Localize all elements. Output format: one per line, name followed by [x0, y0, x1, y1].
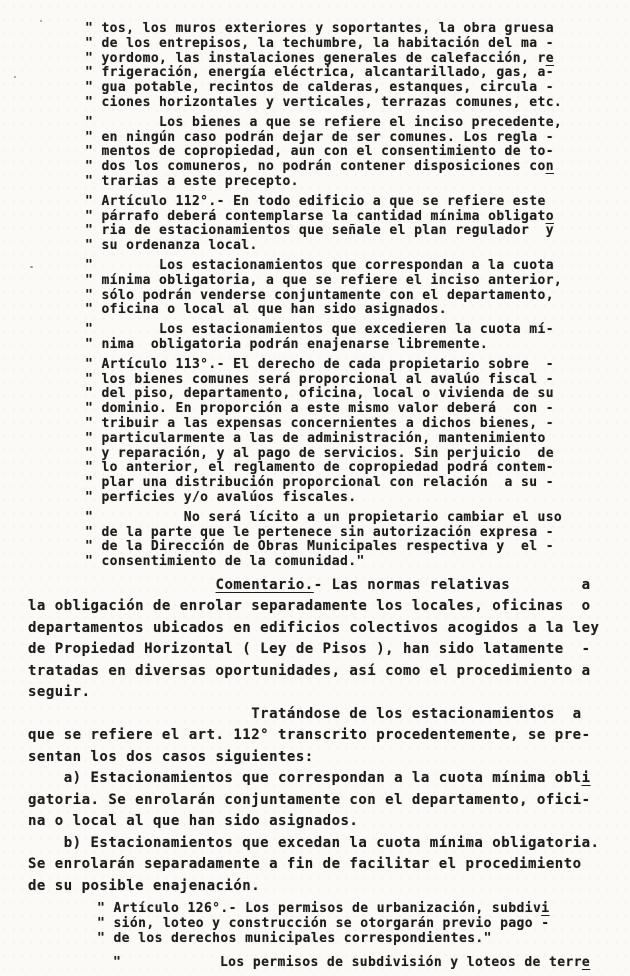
scan-artifact	[40, 20, 42, 22]
text-line	[85, 239, 630, 254]
text-segment: na o local al que han sido asignados.	[28, 813, 359, 830]
text-segment: " de los derechos municipales correspondientes."	[97, 930, 492, 946]
text-line	[85, 323, 630, 338]
text-line	[85, 160, 630, 175]
text-segment: " perficies y/o avalúos fiscales.	[85, 489, 357, 505]
text-line	[85, 274, 630, 289]
text-segment: " Los estacionamientos que correspondan a la cuota	[85, 257, 554, 273]
text-line	[28, 768, 630, 790]
text-line	[85, 476, 630, 491]
text-segment: " oficina o local al que han sido asignados.	[85, 302, 447, 318]
text-line	[28, 596, 630, 618]
commentary-paragraph	[0, 575, 630, 704]
text-segment: departamentos ubicados en edificios colectivos acogidos a la ley	[28, 619, 600, 636]
underlined-text-segment: e	[581, 954, 591, 970]
text-line	[85, 338, 630, 353]
document-content	[0, 22, 630, 971]
text-segment: a) Estacionamientos que correspondan a la cuota mínima obl	[28, 770, 582, 787]
text-segment: " su ordenanza local.	[85, 238, 258, 254]
text-line	[28, 833, 630, 855]
text-line	[85, 259, 630, 274]
text-line	[85, 511, 630, 526]
text-segment: " y reparación, y al pago de servicios. Sin perjuicio de	[85, 445, 554, 461]
text-line	[28, 790, 630, 812]
text-segment: " los bienes comunes será proporcional al avalúo fiscal -	[85, 371, 554, 387]
text-line	[97, 932, 630, 947]
text-line	[28, 661, 630, 683]
text-segment: " dominio. En proporción a este mismo valor deberá con -	[85, 401, 554, 417]
text-segment: " nima obligatoria podrán enajenarse libremente.	[85, 336, 489, 352]
text-segment: Se enrolarán separadamente a fin de facilitar el procedimiento	[28, 856, 582, 873]
text-segment: " Artículo 112°.- En todo edificio a que se refiere este	[85, 193, 546, 209]
text-segment: " mentos de copropiedad, aun con el consentimiento de to-	[85, 144, 554, 160]
text-segment: tratadas en diversas oportunidades, así como el procedimiento a	[28, 662, 591, 679]
text-segment: " Artículo 126°.- Los permisos de urbanización, subdiv	[97, 901, 542, 917]
text-line	[28, 725, 630, 747]
quoted-block-articulo-113	[0, 358, 630, 506]
case-b-paragraph	[0, 833, 630, 898]
text-line	[85, 37, 630, 52]
quoted-block-permisos-subdivision	[0, 956, 630, 971]
text-segment: " yordomo, las instalaciones generales de calefacción, r	[85, 50, 546, 66]
text-line	[85, 417, 630, 432]
text-segment: que se refiere el art. 112° transcrito procedentemente, se pre-	[28, 727, 591, 744]
case-a-paragraph	[0, 768, 630, 833]
text-line	[85, 22, 630, 37]
text-segment: " de la parte que le pertenece sin autorización expresa -	[85, 524, 554, 540]
text-line	[85, 402, 630, 417]
text-segment: de su posible enajenación.	[28, 877, 261, 894]
text-segment: " Los permisos de subdivisión y loteos de terr	[113, 954, 582, 970]
text-segment: " del piso, departamento, oficina, local o vivienda de su	[85, 386, 554, 402]
text-line	[85, 175, 630, 190]
text-segment: la obligación de enrolar separadamente los locales, oficinas o	[28, 598, 591, 615]
text-line	[85, 96, 630, 111]
text-line	[28, 704, 630, 726]
text-segment: Tratándose de los estacionamientos a	[28, 705, 582, 722]
tratandose-paragraph	[0, 704, 630, 769]
text-segment: " párrafo deberá contemplarse la cantidad mínima obligat	[85, 208, 546, 224]
text-segment: " lo anterior, el reglamento de copropiedad podrá contem-	[85, 460, 554, 476]
text-segment: " en ningún caso podrán dejar de ser comunes. Los regla -	[85, 129, 554, 145]
scan-artifact	[14, 76, 16, 78]
underlined-text-segment: n	[545, 159, 554, 175]
text-line	[97, 917, 630, 932]
text-line	[97, 902, 630, 917]
text-segment: " mínima obligatoria, a que se refiere el inciso anterior,	[85, 272, 563, 288]
text-segment: " Los bienes a que se refiere el inciso precedente,	[85, 114, 563, 130]
text-line	[85, 555, 630, 570]
text-line	[28, 854, 630, 876]
text-line	[85, 224, 630, 239]
underlined-text-segment: Comentario.	[215, 576, 314, 593]
quoted-block-bienes-inciso	[0, 116, 630, 190]
text-segment	[28, 577, 216, 593]
text-segment: " Los estacionamientos que excedieren la cuota mí-	[85, 322, 554, 338]
text-segment: " ciones horizontales y verticales, terrazas comunes, etc.	[85, 94, 563, 110]
text-line	[113, 956, 630, 971]
text-line	[85, 66, 630, 81]
text-segment: b) Estacionamientos que excedan la cuota mínima obligatoria.	[28, 834, 600, 851]
text-segment: " tribuir a las expensas concernientes a dichos bienes, -	[85, 415, 554, 431]
text-segment: " trarias a este precepto.	[85, 173, 299, 189]
text-segment: " consentimiento de la comunidad."	[85, 554, 365, 570]
underlined-text-segment: i	[581, 770, 591, 787]
text-line	[85, 303, 630, 318]
text-segment: " plar una distribución proporcional con relación a su -	[85, 475, 554, 491]
text-segment: " sólo podrán venderse conjuntamente con el departamento,	[85, 287, 554, 303]
text-line	[85, 387, 630, 402]
text-line	[85, 358, 630, 373]
text-line	[85, 461, 630, 476]
text-line	[28, 682, 630, 704]
text-segment: " tos, los muros exteriores y soportantes, la obra gruesa	[85, 21, 554, 36]
quoted-block-estacionamientos-excedieren	[0, 323, 630, 353]
text-segment: " ria de estacionamientos que señale el plan regulador y	[85, 223, 554, 239]
underlined-text-segment: o	[545, 208, 554, 224]
text-line	[28, 876, 630, 898]
text-line	[28, 618, 630, 640]
text-segment: sentan los dos casos siguientes:	[28, 748, 314, 765]
quoted-block-articulo-126	[0, 902, 630, 946]
text-segment: " dos los comuneros, no podrán contener disposiciones co	[85, 159, 546, 175]
quoted-block-no-sera-licito	[0, 511, 630, 570]
scan-artifact	[308, 960, 310, 963]
text-segment: " de la Dirección de Obras Municipales respectiva y el -	[85, 539, 554, 555]
text-segment: seguir.	[28, 684, 91, 701]
text-line	[28, 575, 630, 597]
text-segment: " particularmente a las de administración, mantenimiento	[85, 430, 546, 446]
text-segment: " Artículo 113°.- El derecho de cada propietario sobre -	[85, 356, 554, 372]
quoted-block-bienes-comunes	[0, 22, 630, 111]
underlined-text-segment: i	[541, 901, 550, 917]
text-segment: " frigeración, energía eléctrica, alcantarillado, gas, a-	[85, 65, 554, 81]
text-segment: " de los entrepisos, la techumbre, la habitación del ma -	[85, 35, 554, 51]
text-line	[85, 491, 630, 506]
underlined-text-segment: e	[545, 50, 554, 66]
text-line	[85, 432, 630, 447]
scan-artifact	[30, 266, 33, 268]
text-segment: de Propiedad Horizontal ( Ley de Pisos ), han sido latamente -	[28, 641, 591, 658]
text-segment: gatoria. Se enrolarán conjuntamente con el departamento, ofici-	[28, 791, 591, 808]
text-line	[85, 195, 630, 210]
text-line	[28, 747, 630, 769]
text-line	[85, 540, 630, 555]
text-segment: - Las normas relativas a	[313, 576, 591, 593]
text-line	[28, 639, 630, 661]
text-segment: " gua potable, recintos de calderas, estanques, circula -	[85, 80, 554, 96]
text-segment: " No será lícito a un propietario cambiar el uso	[85, 509, 563, 525]
text-line	[85, 116, 630, 131]
text-line	[85, 145, 630, 160]
text-line	[28, 811, 630, 833]
quoted-block-estacionamientos-cuota	[0, 259, 630, 318]
text-segment: " sión, loteo y construcción se otorgarán previo pago -	[97, 916, 550, 932]
text-line	[85, 81, 630, 96]
quoted-block-articulo-112	[0, 195, 630, 254]
